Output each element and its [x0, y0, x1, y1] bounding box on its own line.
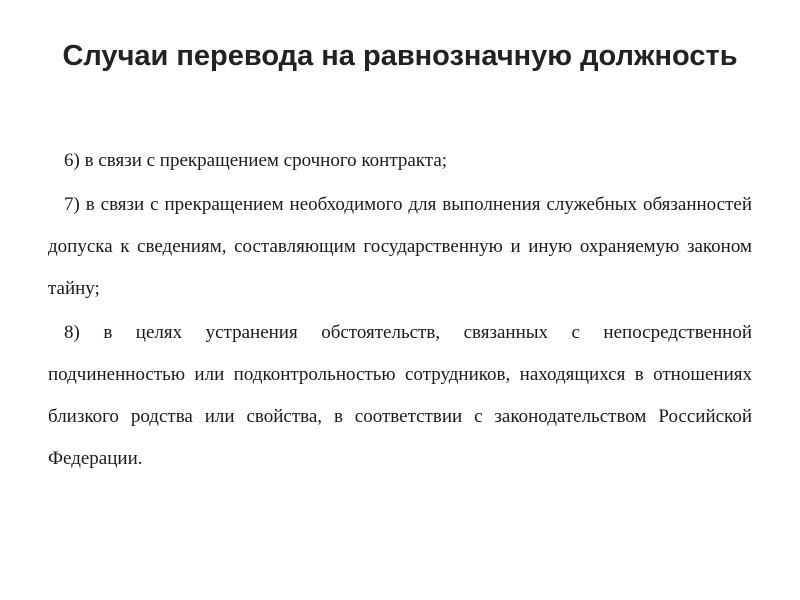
list-item-7: 7) в связи с прекращением необходимого для выполнения служебных обязанностей допуска к сведениям, составляющим государственную и иную охраняемую законом тайну;: [48, 194, 752, 299]
list-item-8: 8) в целях устранения обстоятельств, связанных с непосредственной подчиненностью или подконтрольностью сотрудников, находящихся в отношениях близкого родства или свойства, в соответствии с законодательством Российской Федерации.: [48, 322, 752, 469]
slide-body: [48, 140, 752, 482]
list-item-6: 6) в связи с прекращением срочного контракта;: [64, 150, 448, 171]
slide-title: Случаи перевода на равнозначную должность: [62, 40, 738, 72]
